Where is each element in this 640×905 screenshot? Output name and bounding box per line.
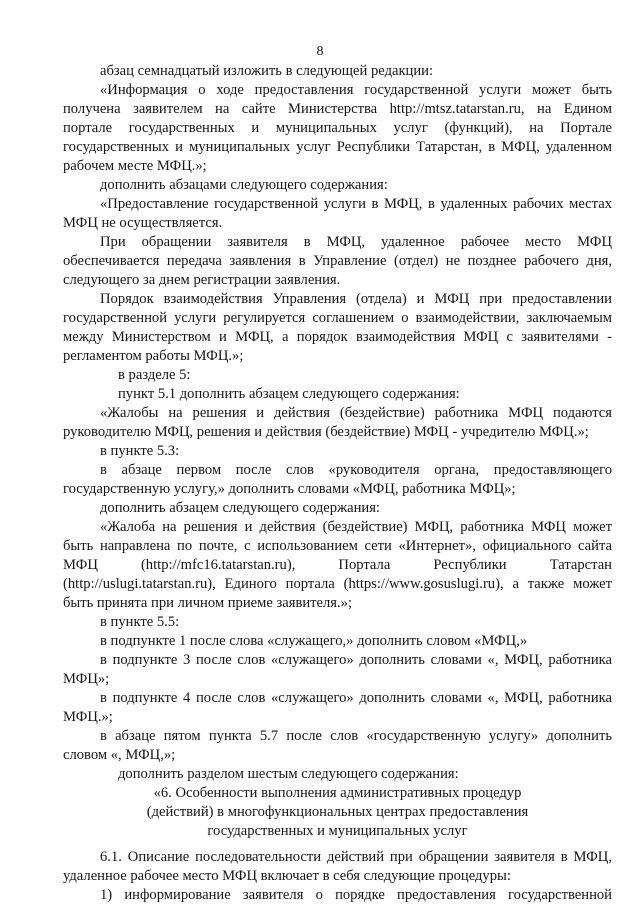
text-line: МФЦ (http://mfc16.tatarstan.ru), Портала Республики Татарстан bbox=[63, 557, 612, 573]
text-line: абзац семнадцатый изложить в следующей редакции: bbox=[100, 63, 434, 79]
text-line: пункт 5.1 дополнить абзацем следующего содержания: bbox=[118, 386, 460, 402]
text-line: регламентом работы МФЦ.»; bbox=[63, 348, 244, 364]
text-line: в подпункте 3 после слов «служащего» дополнить словами «, МФЦ, работника bbox=[100, 652, 612, 668]
text-line: (http://uslugi.tatarstan.ru), Единого портала (https://www.gosuslugi.ru), а также может bbox=[63, 576, 612, 592]
text-line: быть принята при личном приеме заявителя.»; bbox=[63, 595, 353, 611]
text-line: «Жалобы на решения и действия (бездействие) работника МФЦ подаются bbox=[100, 405, 612, 421]
text-line: руководителю МФЦ, решения и действия (бездействие) МФЦ - учредителю МФЦ.»; bbox=[63, 424, 589, 440]
text-line: словом «, МФЦ,»; bbox=[63, 747, 176, 763]
text-line: МФЦ.»; bbox=[63, 709, 113, 725]
text-line: в абзаце пятом пункта 5.7 после слов «государственную услугу» дополнить bbox=[100, 728, 612, 744]
text-line: дополнить абзацем следующего содержания: bbox=[100, 500, 380, 516]
text-line: в подпункте 4 после слов «служащего» дополнить словами «, МФЦ, работника bbox=[100, 690, 612, 706]
text-line: между Министерством и МФЦ, а порядок взаимодействия МФЦ с заявителями - bbox=[63, 329, 612, 345]
text-line: получена заявителем на сайте Министерства http://mtsz.tatarstan.ru, на Едином bbox=[63, 101, 612, 117]
text-line: МФЦ не осуществляется. bbox=[63, 215, 223, 231]
text-line: МФЦ»; bbox=[63, 671, 110, 687]
text-line: дополнить разделом шестым следующего содержания: bbox=[118, 766, 459, 782]
text-line: в пункте 5.3: bbox=[100, 443, 180, 459]
text-line: «Информация о ходе предоставления государственной услуги может быть bbox=[100, 82, 612, 98]
section-heading-line: государственных и муниципальных услуг bbox=[207, 823, 468, 839]
text-line: удаленное рабочее место МФЦ включает в себя следующие процедуры: bbox=[63, 868, 511, 884]
section-heading-line: (действий) в многофункциональных центрах предоставления bbox=[146, 804, 529, 820]
page-number: 8 bbox=[316, 44, 324, 59]
text-line: портале государственных и муниципальных услуг (функций), на Портале bbox=[63, 120, 612, 136]
text-line: следующего за днем регистрации заявления. bbox=[63, 272, 341, 288]
text-line: 1) информирование заявителя о порядке предоставления государственной bbox=[100, 887, 612, 903]
text-line: Порядок взаимодействия Управления (отдела) и МФЦ при предоставлении bbox=[100, 291, 612, 307]
text-line: в разделе 5: bbox=[118, 367, 191, 383]
text-line: в подпункте 1 после слова «служащего,» дополнить словом «МФЦ,» bbox=[100, 633, 528, 649]
text-line: государственную услугу,» дополнить словами «МФЦ, работника МФЦ»; bbox=[63, 481, 516, 497]
text-line: 6.1. Описание последовательности действий при обращении заявителя в МФЦ, bbox=[100, 849, 612, 865]
text-line: дополнить абзацами следующего содержания: bbox=[100, 177, 388, 193]
text-line: в абзаце первом после слов «руководителя органа, предоставляющего bbox=[100, 462, 612, 478]
text-line: обеспечивается передача заявления в Управление (отдел) не позднее рабочего дня, bbox=[63, 253, 612, 269]
text-line: в пункте 5.5: bbox=[100, 614, 180, 630]
section-heading-line: «6. Особенности выполнения административных процедур bbox=[153, 785, 522, 801]
text-line: рабочем месте МФЦ.»; bbox=[63, 158, 207, 174]
text-line: «Предоставление государственной услуги в МФЦ, в удаленных рабочих местах bbox=[100, 196, 612, 212]
text-line: быть направлена по почте, с использованием сети «Интернет», официального сайта bbox=[63, 538, 612, 554]
text-line: При обращении заявителя в МФЦ, удаленное рабочее место МФЦ bbox=[100, 234, 612, 250]
text-line: «Жалоба на решения и действия (бездействие) МФЦ, работника МФЦ может bbox=[100, 519, 612, 535]
text-line: государственной услуги регулируется соглашением о взаимодействии, заключаемым bbox=[63, 310, 612, 326]
text-line: государственных и муниципальных услуг Республики Татарстан, в МФЦ, удаленном bbox=[63, 139, 612, 155]
